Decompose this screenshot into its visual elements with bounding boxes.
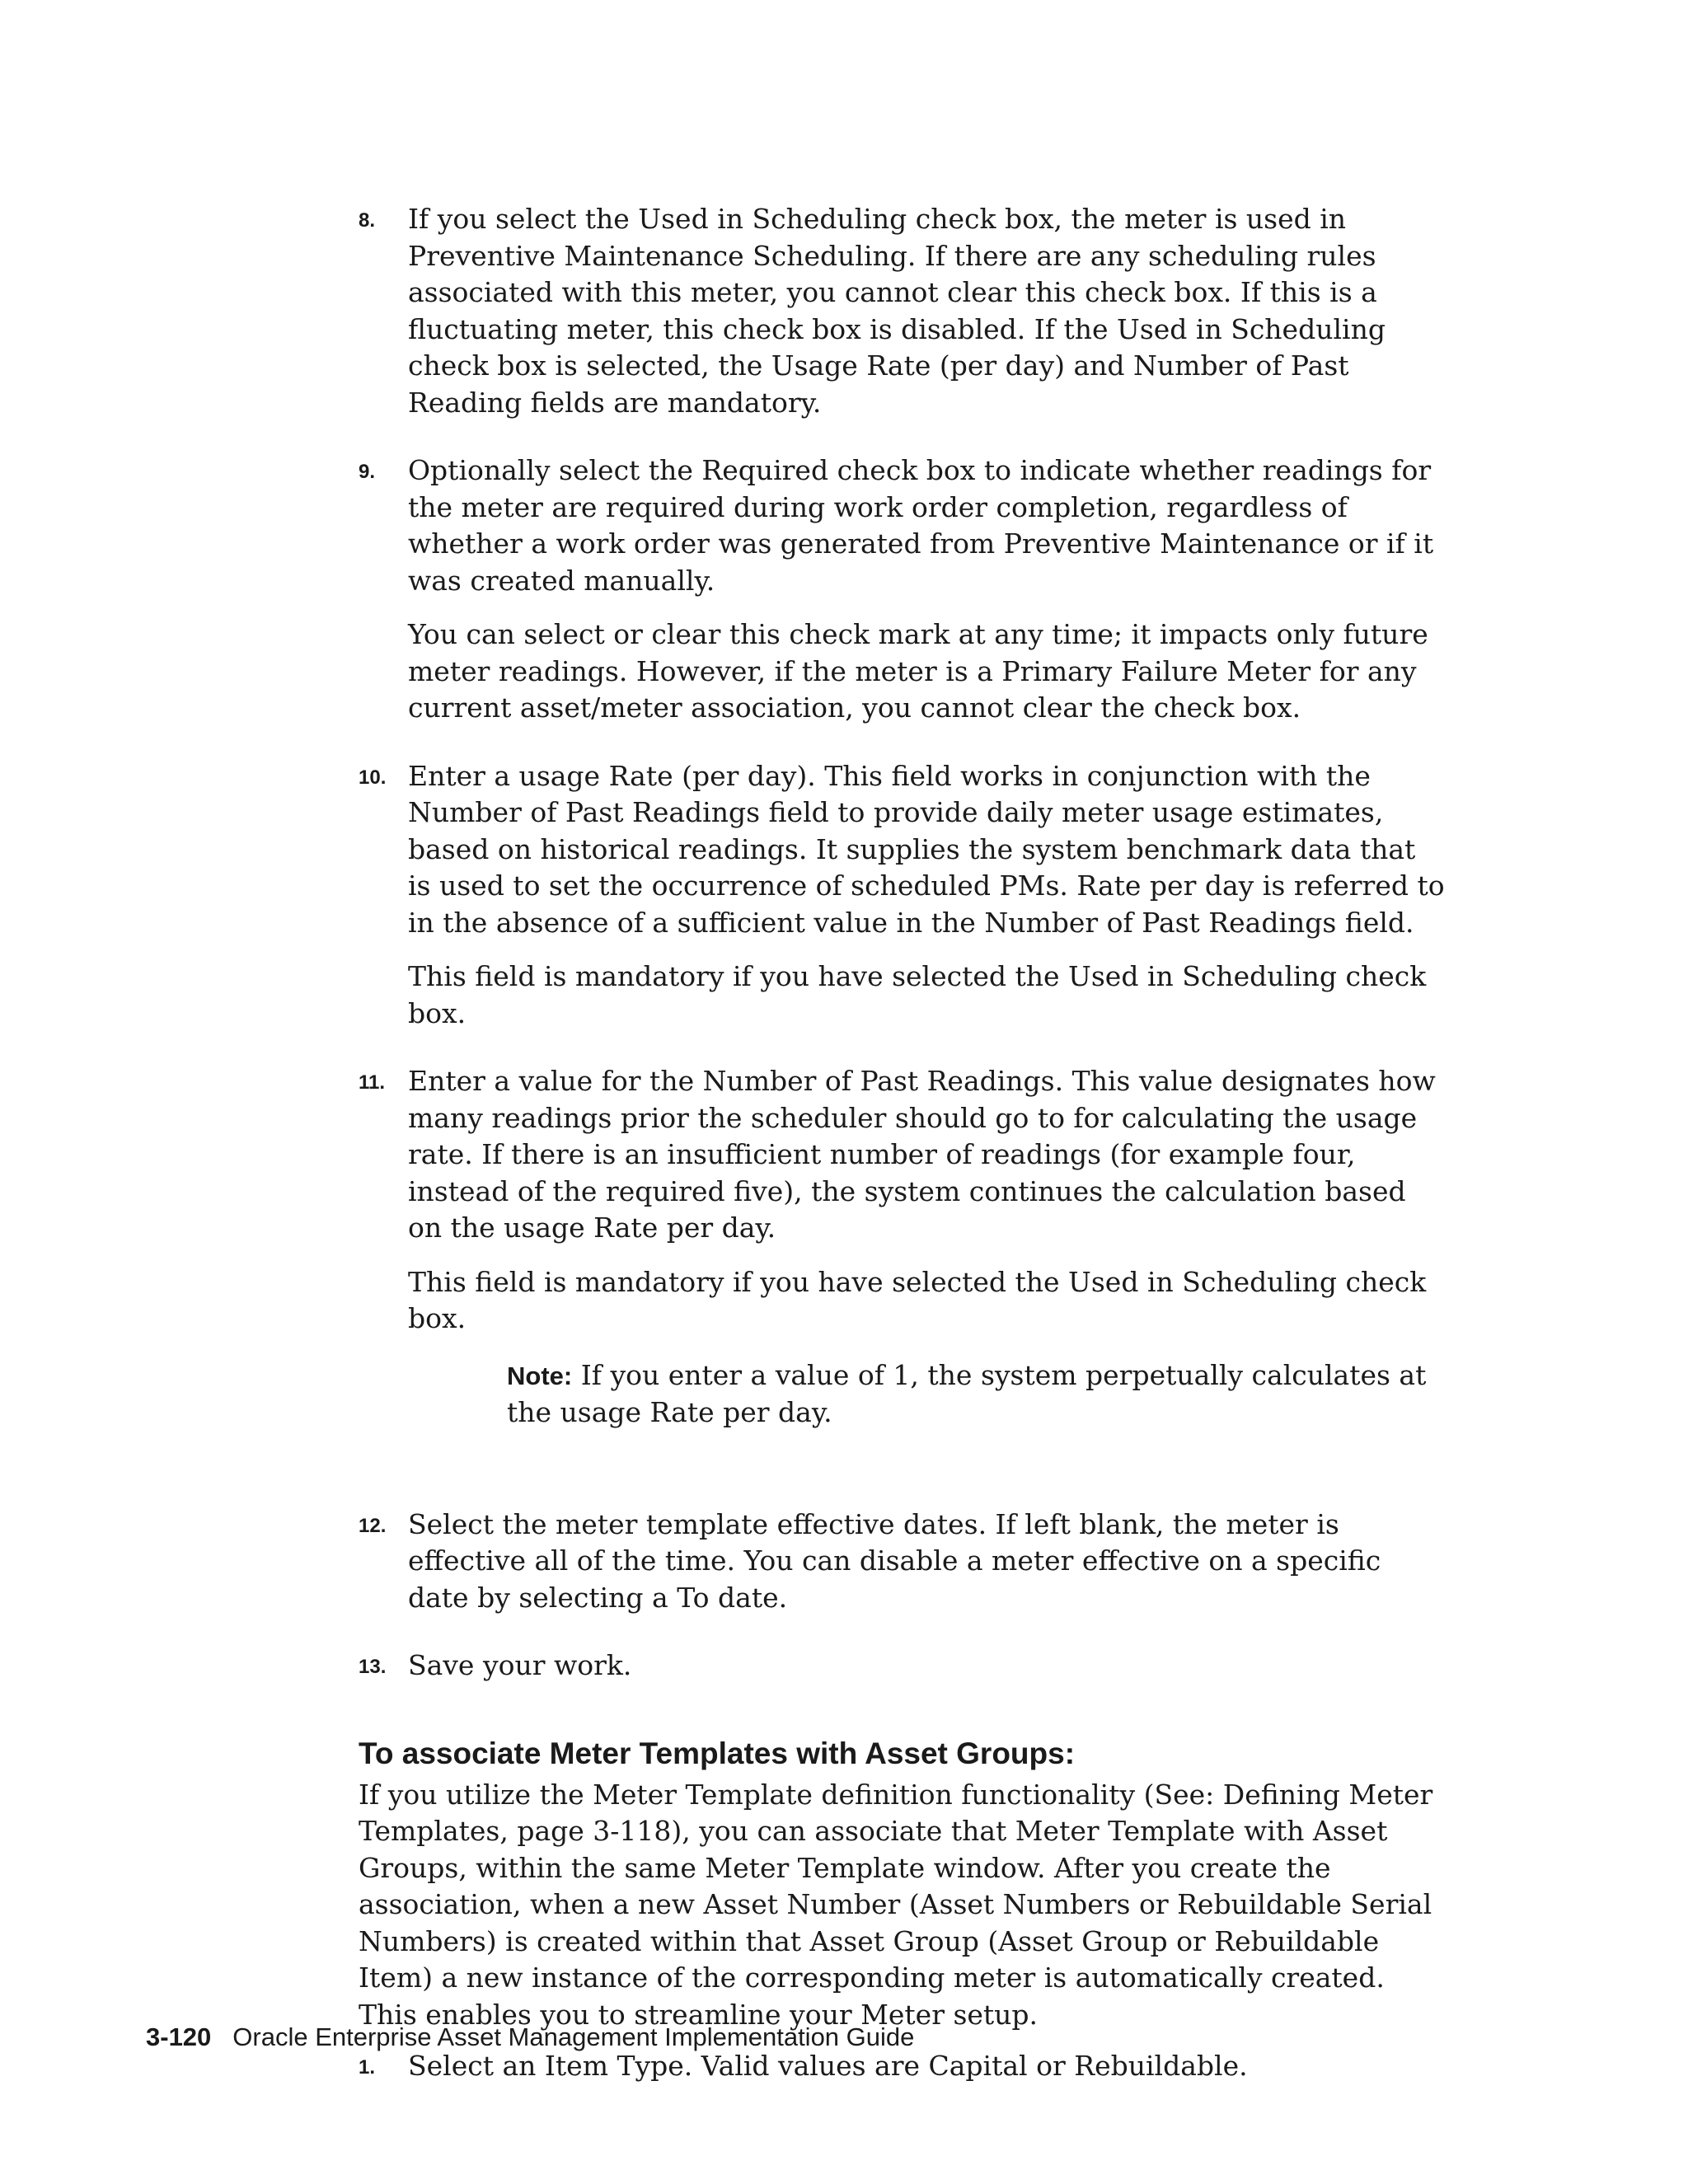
step-11 (359, 1063, 1447, 1432)
note-callout (507, 1357, 1447, 1432)
step-number: 10. (359, 766, 387, 789)
step-number: 11. (359, 1071, 386, 1094)
footer-page-number: 3-120 (146, 2022, 212, 2051)
step-text: Enter a usage Rate (per day). This field works in conjunction with the Number of Past Readings field to provide daily meter usage estimates, based on historical readings. It supplies the system benchmark data that is used to set the occurrence of scheduled PMs. Rate per day is referred to in the absence of a sufficient value in the Number of Past Readings field. (408, 759, 1445, 939)
section-heading: To associate Meter Templates with Asset Groups: (359, 1736, 1076, 1770)
step-text: Save your work. (408, 1649, 632, 1681)
step-12 (359, 1507, 1447, 1617)
step-text: Enter a value for the Number of Past Readings. This value designates how many readings prior the scheduler should go to for calculating the usage rate. If there is an insufficient number of readings (for example four, instead of the required five), the system continues the calculation based on the usage Rate per day. (408, 1065, 1436, 1244)
step-text: This field is mandatory if you have selected the Used in Scheduling check box. (408, 1265, 1427, 1334)
footer-book-title: Oracle Enterprise Asset Management Implementation Guide (232, 2022, 915, 2051)
step-number: 13. (359, 1656, 387, 1678)
step-text: This field is mandatory if you have selected the Used in Scheduling check box. (408, 960, 1427, 1029)
step-text: If you select the Used in Scheduling check box, the meter is used in Preventive Maintenance Scheduling. If there are any scheduling rules associated with this meter, you cannot clear this check box. If this is a fluctuating meter, this check box is disabled. If the Used in Scheduling check box is selected, the Usage Rate (per day) and Number of Past Reading fields are mandatory. (408, 203, 1386, 419)
note-text: If you enter a value of 1, the system perpetually calculates at the usage Rate per day. (507, 1358, 1427, 1428)
step-number: 12. (359, 1514, 387, 1537)
page-footer (146, 2021, 914, 2054)
step-number: 1. (359, 2056, 376, 2079)
note-label: Note: (507, 1361, 573, 1390)
step-13 (359, 1647, 1447, 1685)
step-number: 9. (359, 461, 376, 483)
step-text: You can select or clear this check mark at any time; it impacts only future meter readings. However, if the meter is a Primary Failure Meter for any current asset/meter association, you cannot clear the check box. (408, 618, 1428, 724)
page-content (359, 201, 1447, 2085)
step-number: 8. (359, 209, 376, 232)
step-8 (359, 201, 1447, 421)
step-10 (359, 758, 1447, 1033)
step-text: Select an Item Type. Valid values are Capital or Rebuildable. (408, 2050, 1248, 2082)
section-intro: If you utilize the Meter Template definition functionality (See: Defining Meter Templates, page 3-118), you can associate that Meter Template with Asset Groups, within the same Meter Template window. After you create the association, when a new Asset Number (Asset Numbers or Rebuildable Serial Numbers) is created within that Asset Group (Asset Group or Rebuildable Item) a new instance of the corresponding meter is automatically created. This enables you to streamline your Meter setup. (359, 1778, 1433, 2031)
step-text: Optionally select the Required check box to indicate whether readings for the meter are required during work order completion, regardless of whether a work order was generated from Preventive Maintenance or if it was created manually. (408, 454, 1434, 597)
step-text: Select the meter template effective dates. If left blank, the meter is effective all of the time. You can disable a meter effective on a specific date by selecting a To date. (408, 1507, 1381, 1614)
step-9 (359, 452, 1447, 727)
